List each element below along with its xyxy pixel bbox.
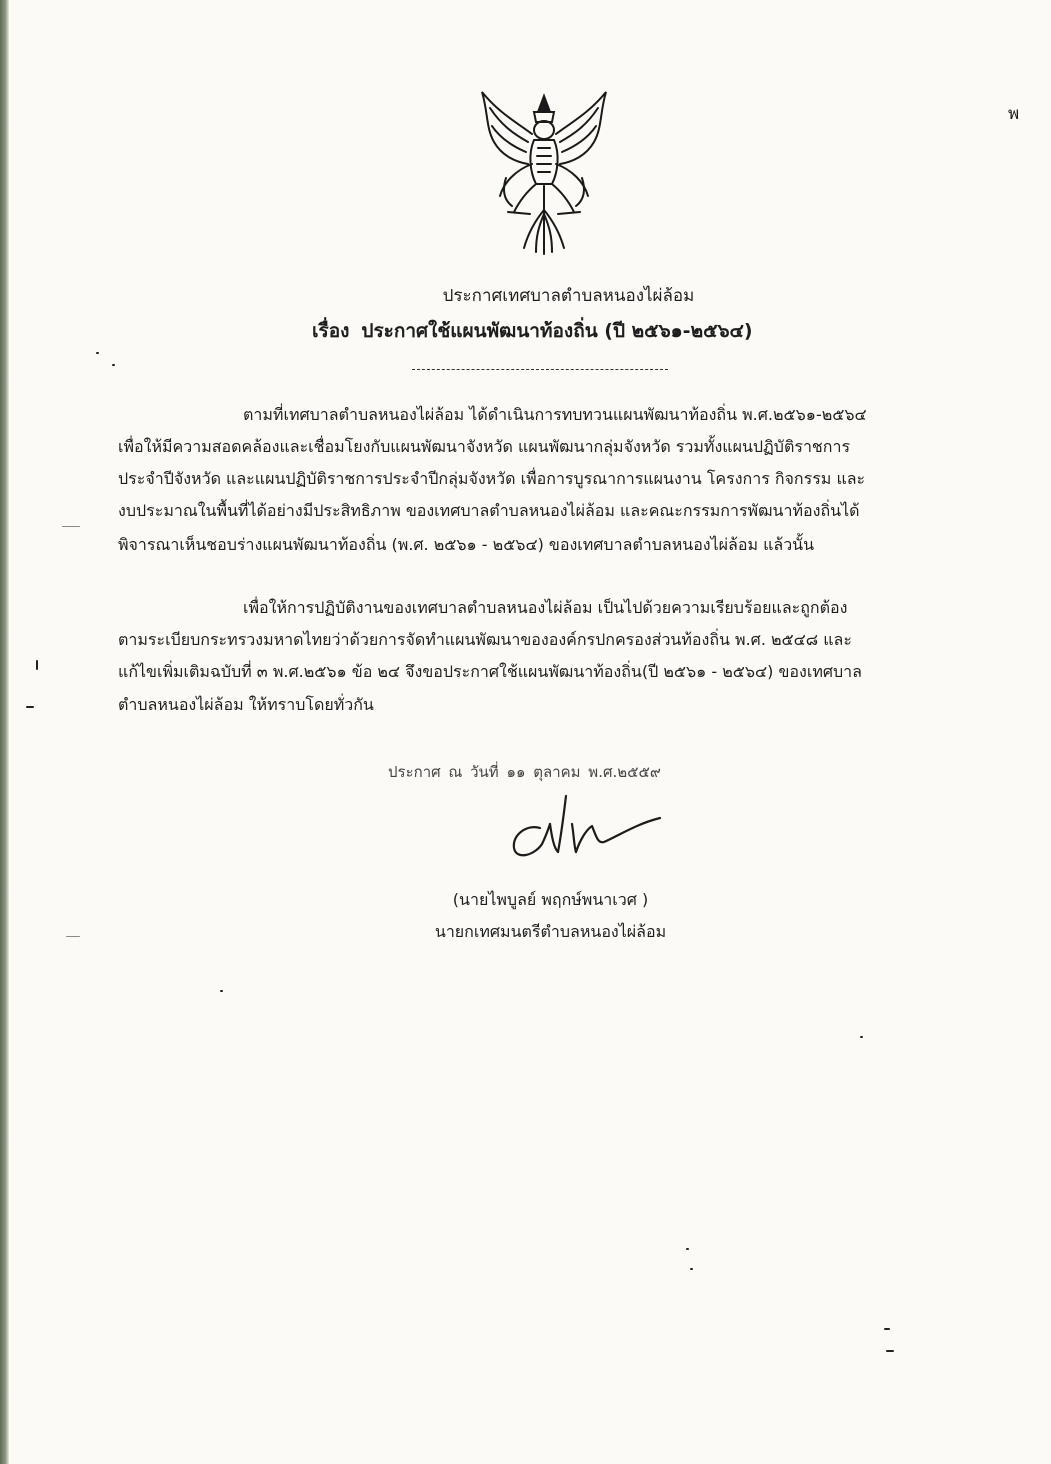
scan-speck <box>112 364 115 366</box>
paragraph-1-line-4: งบประมาณในพื้นที่ได้อย่างมีประสิทธิภาพ ของเทศบาลตำบลหนองไผ่ล้อม และคณะกรรมการพัฒนาท้องถิ่นได้ <box>118 501 860 520</box>
scan-speck <box>690 1268 693 1270</box>
scan-speck <box>686 1248 689 1250</box>
scan-speck <box>36 660 38 670</box>
paragraph-2-line-1: เพื่อให้การปฏิบัติงานของเทศบาลตำบลหนองไผ่ล้อม เป็นไปด้วยความเรียบร้อยและถูกต้อง <box>243 598 848 617</box>
scan-speck <box>886 1350 894 1352</box>
scan-speck <box>26 706 34 708</box>
paragraph-1-line-2: เพื่อให้มีความสอดคล้องและเชื่อมโยงกับแผนพัฒนาจังหวัด แผนพัฒนากลุ่มจังหวัด รวมทั้งแผนปฏิบัติราชการ <box>118 437 851 456</box>
paragraph-1-line-5: พิจารณาเห็นชอบร่างแผนพัฒนาท้องถิ่น (พ.ศ. ๒๕๖๑ - ๒๕๖๔) ของเทศบาลตำบลหนองไผ่ล้อม แล้วนั้น <box>118 535 815 554</box>
paragraph-2-line-2: ตามระเบียบกระทรวงมหาดไทยว่าด้วยการจัดทำแผนพัฒนาขององค์กรปกครองส่วนท้องถิ่น พ.ศ. ๒๕๔๘ และ <box>118 630 852 649</box>
paragraph-2-line-4: ตำบลหนองไผ่ล้อม ให้ทราบโดยทั่วกัน <box>118 695 374 714</box>
subject-label: เรื่อง <box>312 320 350 342</box>
header-divider <box>412 369 668 370</box>
organization-heading: ประกาศเทศบาลตำบลหนองไผ่ล้อม <box>442 286 695 306</box>
paragraph-2-line-3: แก้ไขเพิ่มเติมฉบับที่ ๓ พ.ศ.๒๕๖๑ ข้อ ๒๔ จึงขอประกาศใช้แผนพัฒนาท้องถิ่น(ปี ๒๕๖๑ - ๒๕๖๔) ของเทศบาล <box>118 662 862 681</box>
scan-speck <box>884 1328 890 1330</box>
signer-title: นายกเทศมนตรีตำบลหนองไผ่ล้อม <box>434 922 667 941</box>
paragraph-1-line-1: ตามที่เทศบาลตำบลหนองไผ่ล้อม ได้ดำเนินการทบทวนแผนพัฒนาท้องถิ่น พ.ศ.๒๕๖๑-๒๕๖๔ <box>243 405 867 424</box>
corner-mark: พ <box>1008 104 1020 124</box>
subject-text: ประกาศใช้แผนพัฒนาท้องถิ่น (ปี ๒๕๖๑-๒๕๖๔) <box>361 320 753 342</box>
scan-speck <box>62 526 80 527</box>
scan-speck <box>96 352 99 354</box>
signer-name: (นายไพบูลย์ พฤกษ์พนาเวศ ) <box>452 890 649 909</box>
scan-speck <box>860 1036 863 1038</box>
paragraph-1-line-3: ประจำปีจังหวัด และแผนปฏิบัติราชการประจำปีกลุ่มจังหวัด เพื่อการบูรณาการแผนงาน โครงการ กิจกรรม และ <box>118 469 866 488</box>
scan-speck <box>66 936 80 937</box>
handwritten-signature <box>500 790 680 870</box>
subject-line <box>312 316 753 346</box>
page-edge-shadow <box>0 0 9 1464</box>
garuda-emblem-icon <box>468 82 620 258</box>
announcement-date: ประกาศ ณ วันที่ ๑๑ ตุลาคม พ.ศ.๒๕๕๙ <box>388 763 661 781</box>
scan-speck <box>220 990 223 992</box>
